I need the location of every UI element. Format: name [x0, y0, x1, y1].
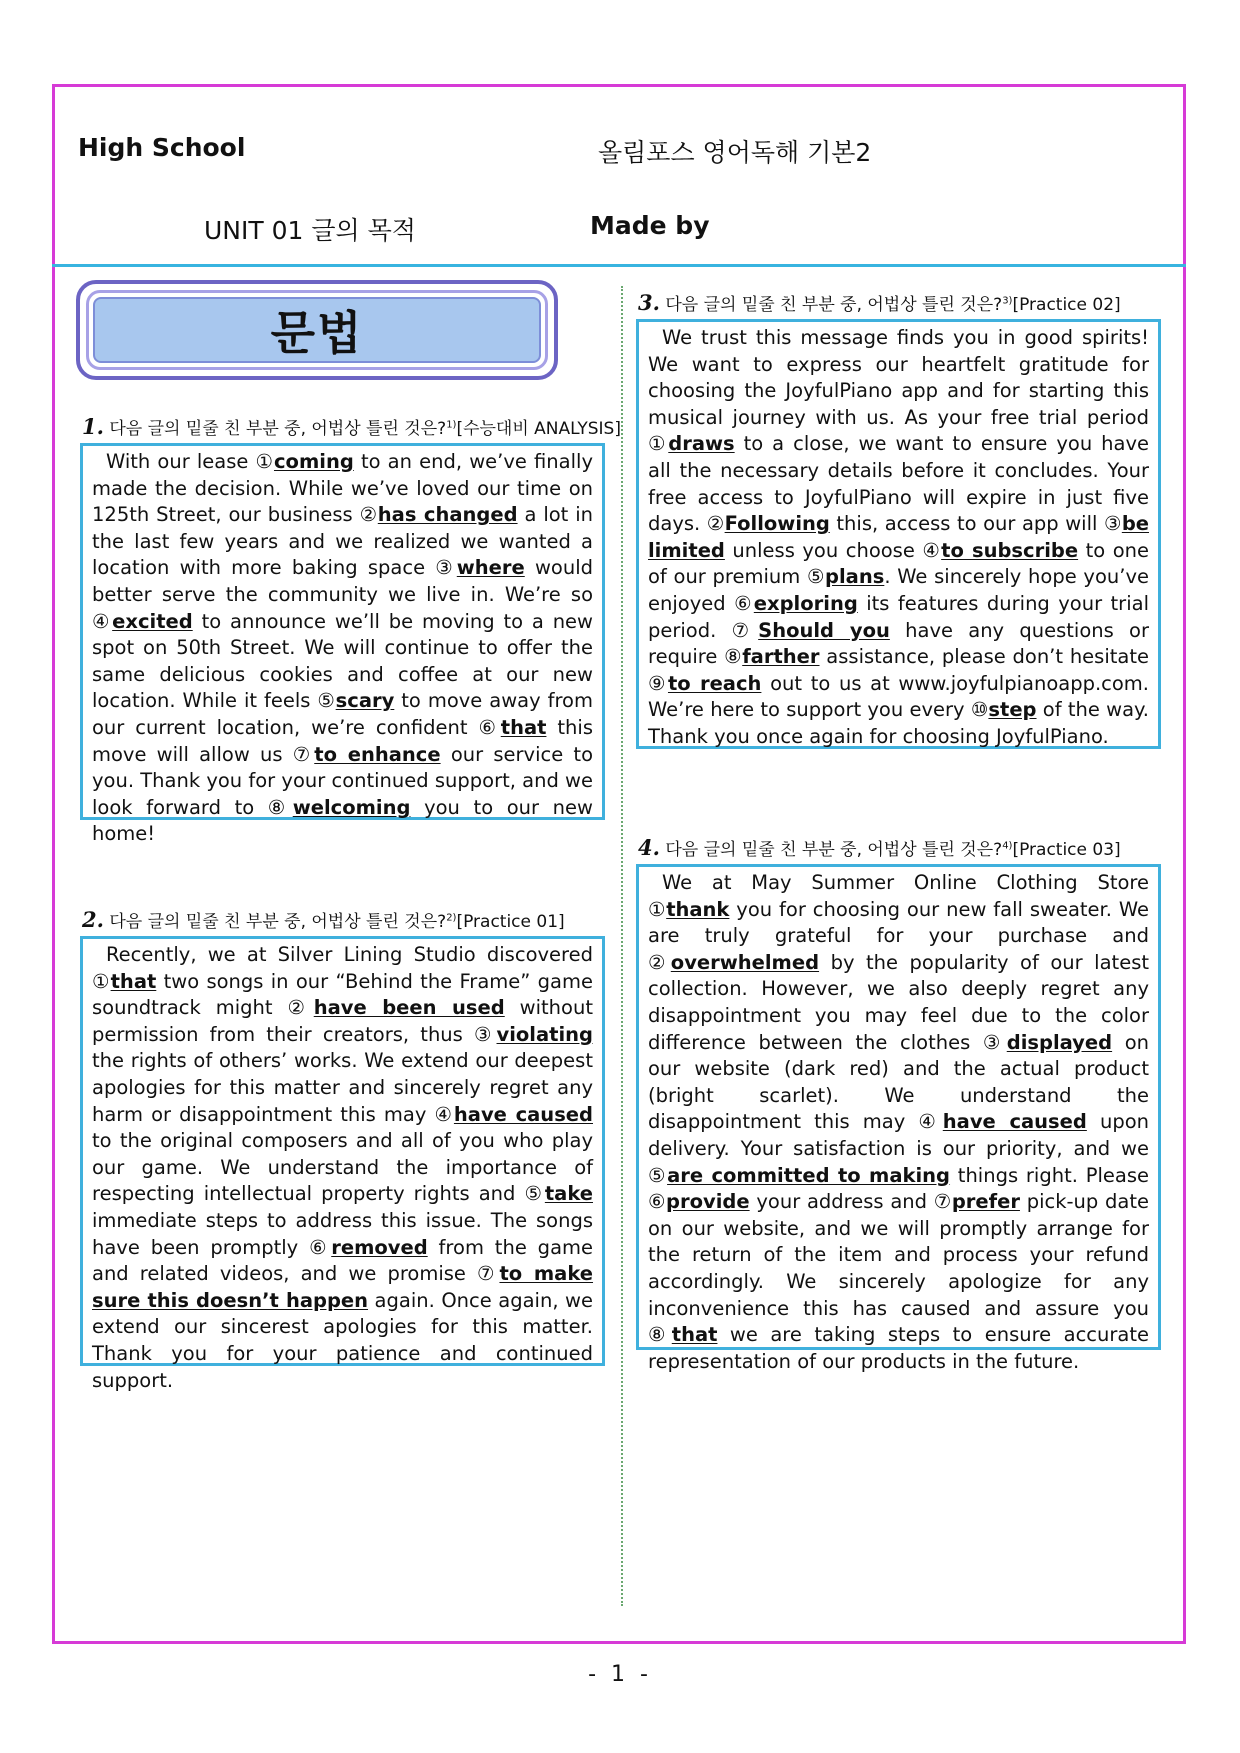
underlined-choice: to reach — [667, 671, 762, 695]
made-by-label: Made by — [590, 211, 710, 240]
question-4-passage-box — [636, 864, 1161, 1373]
question-1-heading — [82, 414, 621, 439]
passage-run: on our website (dark red) and the actual product (bright scarlet). We understand the disappointment this may ④ — [648, 1030, 1149, 1134]
passage-run: Recently, we at Silver Lining Studio discovered ① — [92, 943, 593, 993]
passage-run: this, access to our app will ③ — [829, 512, 1122, 536]
underlined-choice: provide — [666, 1190, 750, 1214]
question-3-heading — [638, 290, 1121, 315]
passage-run: upon delivery. Your satisfaction is our priority, and we ⑤ — [648, 1110, 1149, 1187]
question-number: 2. — [82, 907, 104, 932]
underlined-choice: Should you — [758, 618, 890, 642]
passage-run: With our lease ① — [106, 450, 274, 473]
question-1-passage-box — [80, 443, 605, 846]
question-2-heading — [82, 907, 565, 932]
section-title: 문법 — [93, 297, 541, 363]
passage-run: our service to you. Thank you for your continued support, and we look forward to ⑧ — [92, 742, 594, 819]
passage-run: We at May Summer Online Clothing Store ① — [648, 871, 1149, 921]
underlined-choice: take — [544, 1182, 593, 1206]
underlined-choice: displayed — [1006, 1030, 1113, 1054]
passage-run: out to us at www.joyfulpianoapp.com. We’re here to support you every ⑩ — [648, 671, 1150, 722]
question-source: [Practice 01] — [456, 912, 565, 932]
passage-run: you to our new home! — [92, 795, 593, 846]
underlined-choice: that — [500, 715, 547, 739]
underlined-choice: to make sure this doesn’t happen — [92, 1262, 594, 1312]
passage-run: have any questions or require ⑧ — [648, 618, 1149, 669]
underlined-choice: prefer — [951, 1190, 1020, 1214]
footnote-marker: 1) — [446, 419, 457, 431]
underlined-choice: where — [456, 556, 525, 580]
passage-run: two songs in our “Behind the Frame” game soundtrack might ② — [92, 969, 593, 1020]
school-label: High School — [78, 133, 246, 162]
question-number: 1. — [82, 414, 104, 439]
passage-run: to announce we’ll be moving to a new spot on 50th Street. We will continue to offer the same delicious cookies and coffee at our new location. While it feels ⑤ — [92, 609, 593, 713]
question-4-heading — [638, 835, 1121, 860]
question-source: [수능대비 ANALYSIS] — [456, 419, 621, 439]
underlined-choice: that — [110, 969, 157, 993]
underlined-choice: scary — [335, 689, 395, 713]
page-number: - 1 - — [588, 1662, 652, 1687]
passage-run: by the popularity of our latest collection. However, we also deeply regret any disappointment you may feel due to the color difference between the clothes ③ — [648, 950, 1149, 1054]
underlined-choice: removed — [331, 1235, 428, 1259]
underlined-choice: Following — [724, 512, 830, 536]
passage-run: to one of our premium ⑤ — [648, 538, 1149, 589]
question-prompt: 다음 글의 밑줄 친 부분 중, 어법상 틀린 것은? — [665, 295, 1003, 315]
question-prompt: 다음 글의 밑줄 친 부분 중, 어법상 틀린 것은? — [109, 419, 447, 439]
passage-run: your address and ⑦ — [749, 1190, 952, 1214]
underlined-choice: are committed to making — [667, 1163, 951, 1187]
passage-run: would better serve the community we live in. We’re so ④ — [92, 556, 593, 633]
question-source: [Practice 03] — [1012, 840, 1121, 860]
passage-run: again. Once again, we extend our sincerest apologies for this matter. Thank you for your patience and continued support. — [92, 1288, 593, 1392]
passage-run: . We sincerely hope you’ve enjoyed ⑥ — [648, 565, 1149, 615]
underlined-choice: have been used — [313, 996, 505, 1020]
header-divider — [52, 264, 1186, 267]
underlined-choice: be limited — [648, 512, 1149, 562]
passage-run: the rights of others’ works. We extend our deepest apologies for this matter and sincerely regret any harm or disappointment this may ④ — [92, 1049, 593, 1126]
question-number: 3. — [638, 290, 660, 315]
passage-run: immediate steps to address this issue. The songs have been promptly ⑥ — [92, 1208, 593, 1259]
passage-run: this move will allow us ⑦ — [92, 715, 593, 766]
book-title: 올림포스 영어독해 기본2 — [598, 138, 872, 167]
underlined-choice: excited — [112, 609, 193, 633]
passage-run: of the way. Thank you once again for choosing JoyfulPiano. — [648, 698, 1149, 748]
underlined-choice: thank — [666, 897, 730, 921]
underlined-choice: step — [988, 698, 1037, 722]
passage-run: unless you choose ④ — [724, 538, 942, 562]
question-source: [Practice 02] — [1012, 295, 1121, 315]
passage-run: from the game and related videos, and we promise ⑦ — [92, 1235, 594, 1286]
passage-text — [92, 942, 593, 1394]
underlined-choice: to enhance — [314, 742, 441, 766]
question-3-passage-box — [636, 319, 1161, 749]
passage-text — [648, 325, 1149, 751]
underlined-choice: farther — [742, 645, 820, 669]
underlined-choice: violating — [496, 1022, 593, 1046]
question-2-passage-box — [80, 936, 605, 1392]
passage-text — [92, 449, 593, 848]
passage-run: to move away from our current location, we’re confident ⑥ — [92, 689, 593, 739]
footnote-marker: 2) — [446, 912, 457, 924]
column-divider — [621, 286, 623, 1606]
question-prompt: 다음 글의 밑줄 친 부분 중, 어법상 틀린 것은? — [665, 840, 1003, 860]
underlined-choice: have caused — [942, 1110, 1087, 1134]
passage-run: you for choosing our new fall sweater. We are truly grateful for your purchase and ② — [648, 897, 1149, 974]
passage-run: to an end, we’ve finally made the decision. While we’ve loved our time on 125th Street, our business ② — [92, 450, 593, 527]
underlined-choice: has changed — [377, 503, 518, 527]
underlined-choice: coming — [273, 450, 354, 473]
passage-run: to the original composers and all of you who play our game. We understand the importance of respecting intellectual property rights and ⑤ — [92, 1129, 593, 1206]
passage-run: we are taking steps to ensure accurate representation of our products in the future. — [648, 1323, 1150, 1373]
underlined-choice: that — [671, 1323, 718, 1347]
passage-run: to a close, we want to ensure you have all the necessary details before it concludes. Your free access to JoyfulPiano will expire in just five days. ② — [648, 432, 1150, 536]
underlined-choice: draws — [668, 432, 735, 456]
section-banner — [76, 280, 558, 380]
passage-run: things right. Please ⑥ — [648, 1163, 1149, 1214]
footnote-marker: 4) — [1002, 840, 1013, 852]
underlined-choice: welcoming — [292, 795, 411, 819]
passage-run: pick-up date on our website, and we will promptly arrange for the return of the item and process your refund accordingly. We sincerely apologize for any inconvenience this has caused and assure you ⑧ — [648, 1190, 1150, 1347]
passage-run: its features during your trial period. ⑦ — [648, 591, 1149, 642]
passage-text — [648, 870, 1149, 1375]
question-prompt: 다음 글의 밑줄 친 부분 중, 어법상 틀린 것은? — [109, 912, 447, 932]
footnote-marker: 3) — [1002, 295, 1013, 307]
passage-run: a lot in the last few years and we realized we wanted a location with more baking space ③ — [92, 503, 593, 580]
question-number: 4. — [638, 835, 660, 860]
passage-run: assistance, please don’t hesitate ⑨ — [648, 645, 1149, 695]
underlined-choice: overwhelmed — [670, 950, 820, 974]
underlined-choice: to subscribe — [941, 538, 1079, 562]
underlined-choice: plans — [825, 565, 885, 589]
underlined-choice: have caused — [453, 1102, 593, 1126]
underlined-choice: exploring — [753, 591, 858, 615]
passage-run: We trust this message finds you in good spirits! We want to express our heartfelt gratitude for choosing the JoyfulPiano app and for starting this musical journey with us. As your free trial period ① — [648, 326, 1149, 456]
passage-run: without permission from their creators, thus ③ — [92, 996, 593, 1046]
unit-title: UNIT 01 글의 목적 — [204, 216, 416, 245]
